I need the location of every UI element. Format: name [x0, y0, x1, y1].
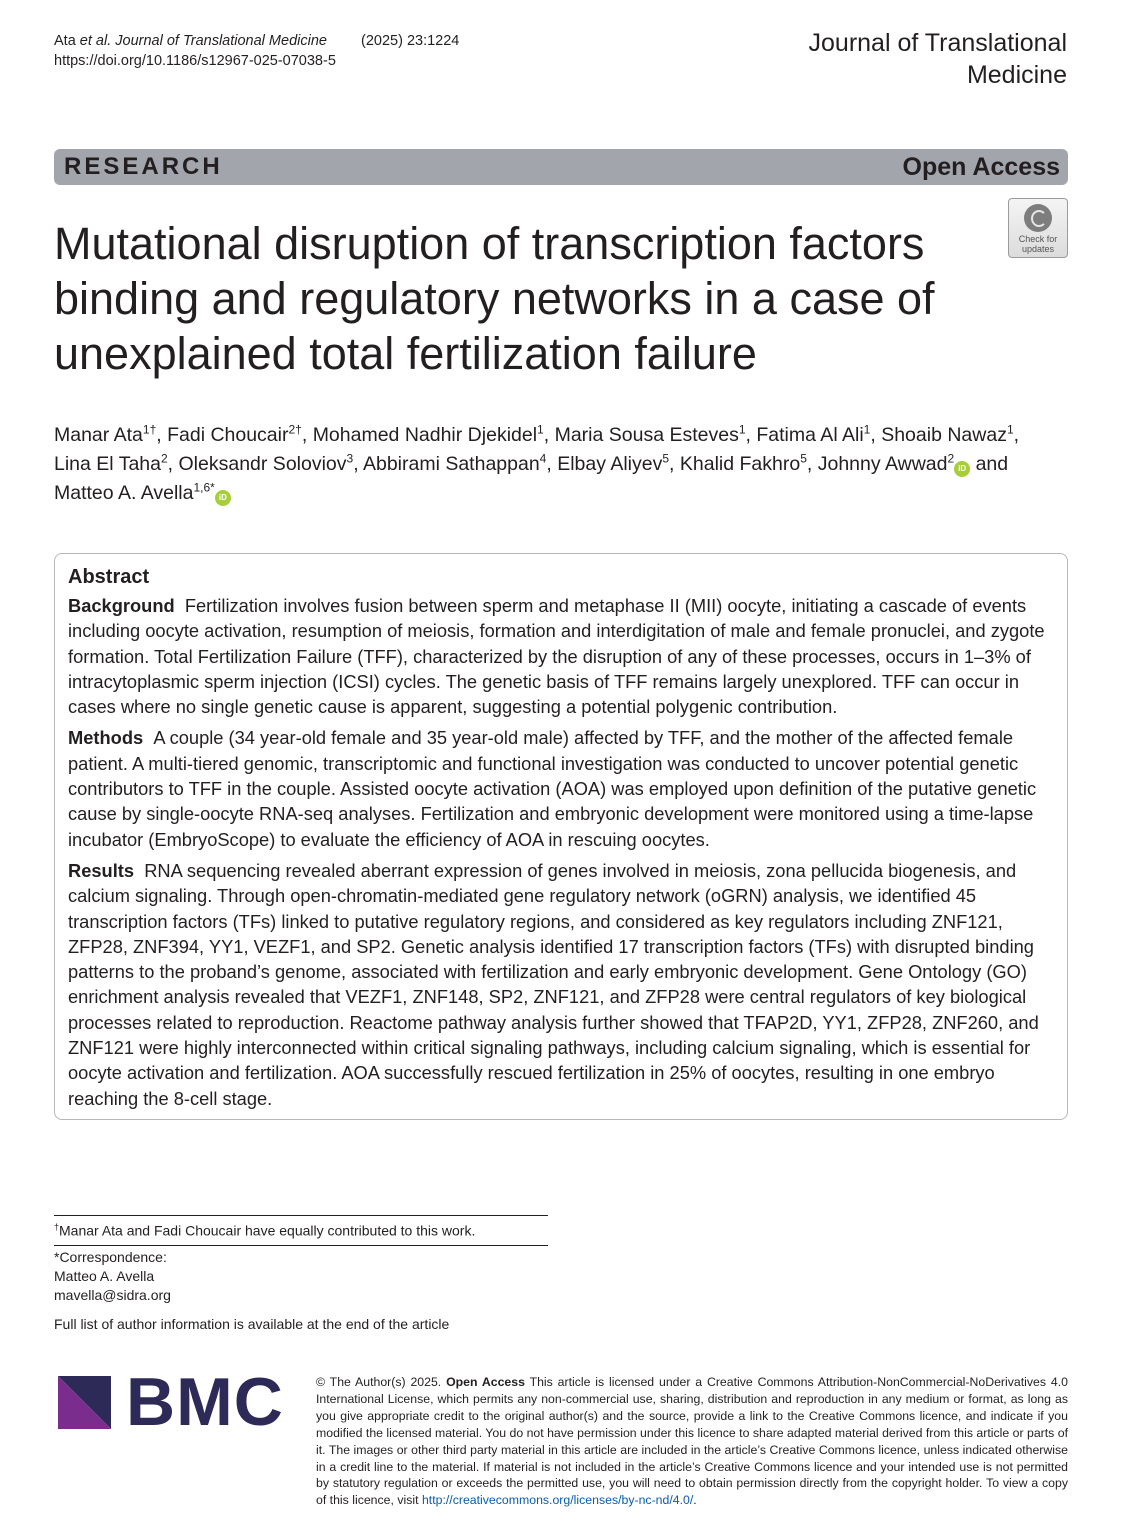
correspondence-email[interactable]: mavella@sidra.org [54, 1287, 171, 1303]
abstract-methods [68, 725, 1056, 851]
running-header [54, 31, 459, 71]
author-name: Matteo A. Avella [54, 482, 194, 504]
author [167, 424, 313, 446]
author-list [54, 421, 1064, 508]
author-separator: , [1013, 424, 1025, 446]
abstract-section-text: A couple (34 year-old female and 35 year-old male) affected by TFF, and the mother of the affected female patient. A multi-tiered genomic, transcriptomic and functional investigation was conducted to uncover potential genetic contributors to TFF in the couple. Assisted oocyte activation (AOA) was employed upon definition of the putative genetic cause by single-oocyte RNA-seq analyses. Fertilization and embryonic development were monitored using a time-lapse incubator (EmbryoScope) to evaluate the efficiency of AOA in rescuing oocytes. [68, 727, 1037, 850]
license-link[interactable]: http://creativecommons.org/licenses/by-nc-nd/4.0/ [421, 1493, 694, 1508]
author-name: Mohamed Nadhir Djekidel [312, 424, 538, 446]
author-affiliation: 1 [738, 422, 746, 437]
correspondence-name: Matteo A. Avella [54, 1268, 155, 1284]
author [363, 453, 557, 475]
citation-line [54, 31, 459, 51]
journal-name [809, 27, 1067, 91]
author-name: Khalid Fakhro [679, 453, 801, 475]
doi-link[interactable]: https://doi.org/10.1186/s12967-025-07038-5 [54, 53, 336, 69]
author-separator: , [745, 424, 757, 446]
author-affiliation: 5 [662, 451, 670, 466]
author [555, 424, 757, 446]
bmc-logo-text: BMC [126, 1364, 284, 1440]
author-name: Fatima Al Ali [756, 424, 864, 446]
journal-name-line1: Journal of Translational [808, 29, 1067, 57]
author-name: Shoaib Nawaz [881, 424, 1007, 446]
author-name: Maria Sousa Esteves [554, 424, 739, 446]
author [756, 424, 881, 446]
check-for-updates-button[interactable] [1008, 198, 1068, 258]
orcid-icon[interactable]: iD [215, 490, 231, 506]
author-separator: , [543, 424, 555, 446]
author-name: Manar Ata [54, 424, 143, 446]
author-affiliation: 4 [539, 451, 547, 466]
citation-authors: Ata [54, 33, 76, 49]
author-affiliation: 5 [800, 451, 807, 466]
author-name: Lina El Taha [54, 453, 161, 475]
abstract-section-text: RNA sequencing revealed aberrant expression of genes involved in meiosis, zona pellucida biogenesis, and calcium signaling. Through open-chromatin-mediated gene regulatory network (oGRN) analysis, we identified 45 transcription factors (TFs) linked to putative regulatory regions, and considered as key regulators including ZNF121, ZFP28, ZNF394, YY1, VEZF1, and SP2. Genetic analysis identified 17 transcription factors (TFs) with disrupted binding patterns to the proband’s genome, associated with fertilization and early embryonic development. Gene Ontology (GO) enrichment analysis revealed that VEZF1, ZNF148, SP2, ZNF121, and ZFP28 were central regulators of key biological processes related to reproduction. Reactome pathway analysis further showed that TFAP2D, YY1, ZFP28, ZNF260, and ZNF121 were highly interconnected within critical signaling pathways, including calcium signaling, which is essential for oocyte activation and fertilization. AOA successfully rescued fertilization in 25% of oocytes, resulting in one embryo reaching the 8-cell stage. [68, 859, 1039, 1109]
abstract-section-label: Results [68, 859, 135, 881]
author [881, 424, 1024, 446]
abstract-box [54, 553, 1068, 1120]
author [179, 453, 363, 475]
author [54, 424, 167, 446]
article-title: Mutational disruption of transcription factors binding and regulatory networks in a case of unexplained total fertilization failure [54, 218, 935, 379]
license-statement: © The Author(s) 2025. Open Access This article is licensed under a Creative Commons Attribution-NonCommercial-NoDerivatives 4.0 International License, which permits any non-commercial use, sharing, distribution and reproduction in any medium or format, as long as you give appropriate credit to the original author(s) and the source, provide a link to the Creative Commons licence, and indicate if you modified the licensed material. You do not have permission under this licence to share adapted material derived from this article or parts of it. The images or other third party material in this article are included in the article’s Creative Commons licence, unless indicated otherwise in a credit line to the material. If material is not included in the article’s Creative Commons licence and your intended use is not permitted by statutory regulation or exceeds the permitted use, you will need to obtain permission directly from the copyright holder. To view a copy of this licence, visit http://creativecommons.org/licenses/by-nc-nd/4.0/. [316, 1375, 1068, 1508]
abstract-section-text: Fertilization involves fusion between sperm and metaphase II (MII) oocyte, initiating a cascade of events including oocyte activation, resumption of meiosis, formation and interdigitation of male and female pronuclei, and zygote formation. Total Fertilization Failure (TFF), characterized by the disruption of any of these processes, occurs in 1–3% of intracytoplasmic sperm injection (ICSI) cycles. The genetic basis of TFF remains largely unexplored. TFF can occur in cases where no single genetic cause is apparent, suggesting a potential polygenic contribution. [68, 595, 1045, 718]
author-separator: , [806, 453, 818, 475]
author-separator: and [970, 453, 1014, 475]
orcid-icon[interactable]: iD [954, 461, 970, 477]
article-type-label: RESEARCH [64, 153, 223, 180]
author [313, 424, 555, 446]
author-affiliation: 1† [142, 422, 157, 437]
author [557, 453, 680, 475]
author-affiliation: 3 [346, 451, 354, 466]
author [54, 453, 179, 475]
author-name: Fadi Choucair [167, 424, 289, 446]
check-updates-label: Check for updates [1018, 234, 1058, 254]
citation-year: (2025) 23:1224 [361, 33, 460, 49]
author-affiliation: 1 [863, 422, 871, 437]
abstract-background [68, 593, 1056, 719]
author-name: Abbirami Sathappan [362, 453, 540, 475]
author-affiliation: 2 [947, 451, 955, 466]
author-separator: , [353, 453, 363, 475]
author [680, 453, 818, 475]
author-name: Oleksandr Soloviov [178, 453, 347, 475]
author-affiliation: 1 [537, 422, 544, 437]
author [54, 482, 231, 504]
correspondence-block [54, 1248, 171, 1305]
check-updates-icon [1024, 204, 1052, 232]
open-access-label: Open Access [902, 153, 1060, 181]
author-name: Elbay Aliyev [557, 453, 663, 475]
abstract-heading: Abstract [68, 566, 150, 588]
equal-contribution-note: †Manar Ata and Fadi Choucair have equally contributed to this work. [54, 1222, 476, 1239]
footnote-divider [54, 1215, 548, 1216]
abstract-section-label: Background [68, 595, 175, 616]
bmc-logo-icon [58, 1376, 111, 1429]
author-affiliation: 2 [160, 451, 168, 466]
footnote-divider [54, 1245, 548, 1246]
author-affiliation: 1 [1006, 422, 1014, 437]
article-type-bar [54, 149, 1068, 185]
abstract-section-label: Methods [68, 727, 144, 749]
author-separator: , [156, 424, 168, 446]
correspondence-label: *Correspondence: [54, 1249, 167, 1265]
journal-name-line2: Medicine [966, 61, 1067, 89]
abstract-results [68, 858, 1056, 1111]
author-name: Johnny Awwad [817, 453, 948, 475]
author-separator: , [669, 453, 680, 475]
author-affiliation: 1,6* [193, 480, 215, 495]
author-separator: , [301, 424, 313, 446]
citation-journal: et al. Journal of Translational Medicine [79, 33, 327, 49]
author-separator: , [870, 424, 882, 446]
author-info-note: Full list of author information is available at the end of the article [54, 1316, 450, 1332]
author-separator: , [546, 453, 558, 475]
author [818, 453, 1014, 475]
author-separator: , [167, 453, 179, 475]
author-affiliation: 2† [288, 422, 302, 437]
